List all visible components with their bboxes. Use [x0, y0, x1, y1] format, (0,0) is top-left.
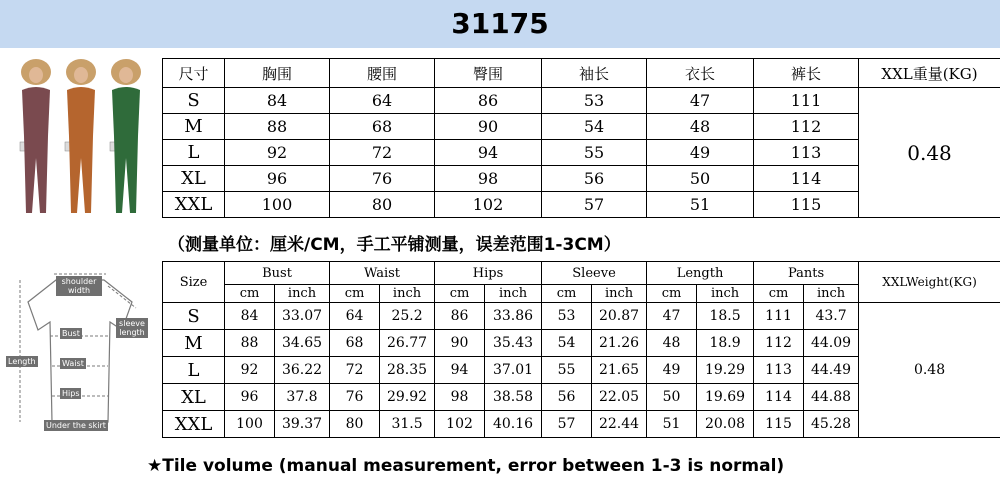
value-cell: 47: [647, 303, 697, 330]
value-cell: 44.49: [804, 357, 859, 384]
value-cell: 40.16: [485, 411, 542, 438]
value-cell: 51: [647, 192, 754, 218]
shoulder-width-label: shoulder width: [56, 276, 102, 296]
value-cell: 92: [225, 140, 330, 166]
value-cell: 37.8: [275, 384, 330, 411]
model-2: [65, 59, 96, 213]
value-cell: 43.7: [804, 303, 859, 330]
value-cell: 86: [435, 303, 485, 330]
value-cell: 44.88: [804, 384, 859, 411]
size-cell: M: [163, 330, 225, 357]
en-header-waist: Waist: [330, 262, 435, 285]
value-cell: 36.22: [275, 357, 330, 384]
value-cell: 54: [542, 330, 592, 357]
value-cell: 102: [435, 192, 542, 218]
table-row: [163, 88, 1000, 114]
value-cell: 72: [330, 357, 380, 384]
value-cell: 18.9: [697, 330, 754, 357]
value-cell: 102: [435, 411, 485, 438]
value-cell: 96: [225, 384, 275, 411]
value-cell: 53: [542, 303, 592, 330]
value-cell: 34.65: [275, 330, 330, 357]
value-cell: 88: [225, 330, 275, 357]
value-cell: 56: [542, 166, 647, 192]
waist-label: Waist: [62, 359, 84, 368]
value-cell: 100: [225, 411, 275, 438]
unit-inch: inch: [592, 285, 647, 303]
value-cell: 94: [435, 140, 542, 166]
size-cell: S: [163, 88, 225, 114]
cn-header-pants: 裤长: [754, 59, 859, 88]
value-cell: 72: [330, 140, 435, 166]
value-cell: 88: [225, 114, 330, 140]
value-cell: 47: [647, 88, 754, 114]
value-cell: 50: [647, 384, 697, 411]
en-header-pants: Pants: [754, 262, 859, 285]
value-cell: 113: [754, 357, 804, 384]
model-3: [110, 59, 141, 213]
value-cell: 55: [542, 357, 592, 384]
value-cell: 28.35: [380, 357, 435, 384]
en-header-row: [163, 262, 1000, 285]
value-cell: 112: [754, 330, 804, 357]
value-cell: 18.5: [697, 303, 754, 330]
en-header-sleeve: Sleeve: [542, 262, 647, 285]
unit-cm: cm: [542, 285, 592, 303]
under-skirt-label: Under the skirt: [46, 421, 106, 430]
unit-cm: cm: [225, 285, 275, 303]
value-cell: 49: [647, 357, 697, 384]
product-code: 31175: [451, 7, 549, 40]
value-cell: 19.69: [697, 384, 754, 411]
value-cell: 94: [435, 357, 485, 384]
unit-inch: inch: [697, 285, 754, 303]
value-cell: 49: [647, 140, 754, 166]
value-cell: 64: [330, 88, 435, 114]
value-cell: 37.01: [485, 357, 542, 384]
cn-header-size: 尺寸: [163, 59, 225, 88]
en-header-length: Length: [647, 262, 754, 285]
value-cell: 84: [225, 88, 330, 114]
value-cell: 80: [330, 192, 435, 218]
unit-cm: cm: [330, 285, 380, 303]
unit-inch: inch: [275, 285, 330, 303]
cn-header-weight: XXL重量(KG): [859, 59, 1000, 88]
value-cell: 115: [754, 411, 804, 438]
value-cell: 31.5: [380, 411, 435, 438]
length-label: Length: [8, 357, 36, 366]
value-cell: 80: [330, 411, 380, 438]
value-cell: 19.29: [697, 357, 754, 384]
size-table-en: [162, 261, 1000, 438]
value-cell: 90: [435, 114, 542, 140]
cn-header-hips: 臀围: [435, 59, 542, 88]
value-cell: 84: [225, 303, 275, 330]
value-cell: 44.09: [804, 330, 859, 357]
value-cell: 92: [225, 357, 275, 384]
en-header-weight: XXLWeight(KG): [859, 262, 1000, 303]
cn-header-waist: 腰围: [330, 59, 435, 88]
value-cell: 22.44: [592, 411, 647, 438]
unit-cm: cm: [754, 285, 804, 303]
size-cell: XL: [163, 166, 225, 192]
size-cell: XXL: [163, 192, 225, 218]
value-cell: 114: [754, 166, 859, 192]
hips-label: Hips: [62, 389, 80, 398]
size-cell: L: [163, 140, 225, 166]
bust-label: Bust: [62, 329, 80, 338]
unit-cm: cm: [435, 285, 485, 303]
unit-inch: inch: [804, 285, 859, 303]
size-cell: S: [163, 303, 225, 330]
value-cell: 48: [647, 330, 697, 357]
size-cell: M: [163, 114, 225, 140]
value-cell: 86: [435, 88, 542, 114]
value-cell: 113: [754, 140, 859, 166]
value-cell: 57: [542, 192, 647, 218]
value-cell: 56: [542, 384, 592, 411]
value-cell: 51: [647, 411, 697, 438]
value-cell: 64: [330, 303, 380, 330]
size-cell: XL: [163, 384, 225, 411]
value-cell: 45.28: [804, 411, 859, 438]
unit-cm: cm: [647, 285, 697, 303]
cn-header-sleeve: 袖长: [542, 59, 647, 88]
value-cell: 33.86: [485, 303, 542, 330]
measurement-note-en: ★Tile volume (manual measurement, error between 1-3 is normal): [147, 456, 785, 476]
value-cell: 29.92: [380, 384, 435, 411]
value-cell: 55: [542, 140, 647, 166]
sleeve-length-label: sleeve length: [116, 318, 148, 338]
value-cell: 21.65: [592, 357, 647, 384]
value-cell: 96: [225, 166, 330, 192]
value-cell: 54: [542, 114, 647, 140]
value-cell: 35.43: [485, 330, 542, 357]
table-row: [163, 303, 1000, 330]
header-bar: [0, 0, 1000, 48]
value-cell: 53: [542, 88, 647, 114]
value-cell: 33.07: [275, 303, 330, 330]
value-cell: 68: [330, 114, 435, 140]
weight-value: 0.48: [859, 303, 1000, 438]
models-photo: [6, 58, 156, 218]
value-cell: 111: [754, 303, 804, 330]
value-cell: 76: [330, 384, 380, 411]
en-header-bust: Bust: [225, 262, 330, 285]
value-cell: 76: [330, 166, 435, 192]
value-cell: 112: [754, 114, 859, 140]
size-table-cn: [162, 58, 1000, 218]
value-cell: 100: [225, 192, 330, 218]
value-cell: 50: [647, 166, 754, 192]
value-cell: 114: [754, 384, 804, 411]
cn-header-length: 衣长: [647, 59, 754, 88]
value-cell: 38.58: [485, 384, 542, 411]
value-cell: 57: [542, 411, 592, 438]
value-cell: 20.87: [592, 303, 647, 330]
en-header-hips: Hips: [435, 262, 542, 285]
value-cell: 115: [754, 192, 859, 218]
value-cell: 90: [435, 330, 485, 357]
value-cell: 48: [647, 114, 754, 140]
value-cell: 39.37: [275, 411, 330, 438]
value-cell: 111: [754, 88, 859, 114]
size-cell: L: [163, 357, 225, 384]
value-cell: 21.26: [592, 330, 647, 357]
value-cell: 98: [435, 384, 485, 411]
weight-value: 0.48: [859, 88, 1000, 218]
value-cell: 98: [435, 166, 542, 192]
measurement-note-cn: （测量单位：厘米/CM，手工平铺测量，误差范围1-3CM）: [168, 235, 621, 255]
unit-inch: inch: [380, 285, 435, 303]
model-1: [20, 59, 51, 213]
value-cell: 22.05: [592, 384, 647, 411]
cn-header-row: [163, 59, 1000, 88]
unit-inch: inch: [485, 285, 542, 303]
en-header-size: Size: [163, 262, 225, 303]
cn-header-bust: 胸围: [225, 59, 330, 88]
measurement-diagram: [4, 262, 156, 434]
value-cell: 25.2: [380, 303, 435, 330]
value-cell: 68: [330, 330, 380, 357]
value-cell: 20.08: [697, 411, 754, 438]
value-cell: 26.77: [380, 330, 435, 357]
size-cell: XXL: [163, 411, 225, 438]
